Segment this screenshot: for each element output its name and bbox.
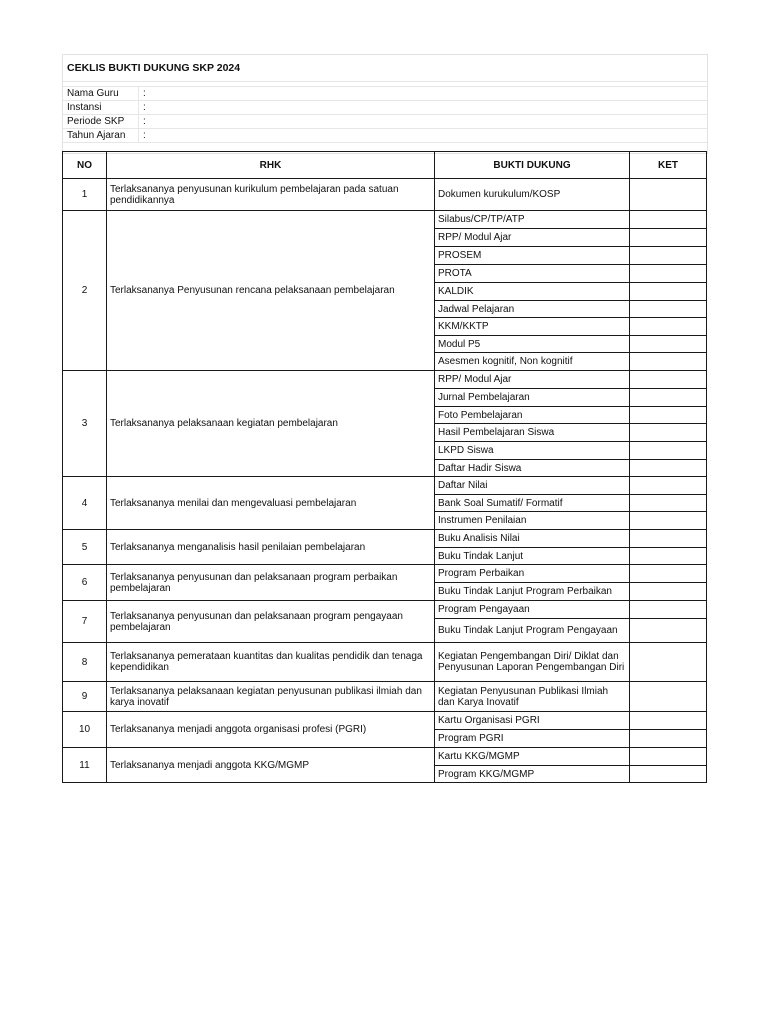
bukti-dukung-cell: Hasil Pembelajaran Siswa — [435, 424, 630, 442]
ket-cell[interactable] — [630, 265, 707, 283]
ket-cell[interactable] — [630, 229, 707, 247]
ket-cell[interactable] — [630, 643, 707, 682]
bukti-dukung-cell: KKM/KKTP — [435, 318, 630, 336]
rhk-cell: Terlaksananya menilai dan mengevaluasi pembelajaran — [107, 477, 435, 530]
ket-cell[interactable] — [630, 424, 707, 442]
rhk-cell: Terlaksananya menganalisis hasil penilaian pembelajaran — [107, 530, 435, 565]
bukti-dukung-cell: RPP/ Modul Ajar — [435, 371, 630, 389]
ket-cell[interactable] — [630, 247, 707, 265]
bukti-dukung-cell: Bank Soal Sumatif/ Formatif — [435, 495, 630, 512]
row-number: 1 — [63, 179, 107, 211]
ket-cell[interactable] — [630, 179, 707, 211]
table-row — [63, 565, 707, 583]
ket-cell[interactable] — [630, 477, 707, 495]
ket-cell[interactable] — [630, 512, 707, 530]
ket-cell[interactable] — [630, 407, 707, 424]
bukti-dukung-cell: Jurnal Pembelajaran — [435, 389, 630, 407]
ket-cell[interactable] — [630, 748, 707, 766]
rhk-cell: Terlaksananya penyusunan dan pelaksanaan program pengayaan pembelajaran — [107, 601, 435, 643]
ket-cell[interactable] — [630, 211, 707, 229]
row-number: 7 — [63, 601, 107, 643]
header-bukti-dukung: BUKTI DUKUNG — [435, 152, 630, 179]
table-row — [63, 748, 707, 766]
info-label: Nama Guru — [63, 87, 139, 100]
row-number: 9 — [63, 682, 107, 712]
ket-cell[interactable] — [630, 318, 707, 336]
bukti-dukung-cell: Jadwal Pelajaran — [435, 301, 630, 318]
bukti-dukung-cell: Kegiatan Penyusunan Publikasi Ilmiah dan Karya Inovatif — [435, 682, 630, 712]
rhk-cell: Terlaksananya Penyusunan rencana pelaksanaan pembelajaran — [107, 211, 435, 371]
bukti-dukung-cell: Buku Tindak Lanjut Program Pengayaan — [435, 619, 630, 643]
info-label: Periode SKP — [63, 115, 139, 128]
table-header-row — [63, 152, 707, 179]
bukti-dukung-cell: Asesmen kognitif, Non kognitif — [435, 353, 630, 371]
ket-cell[interactable] — [630, 565, 707, 583]
header-rhk: RHK — [107, 152, 435, 179]
bukti-dukung-cell: Buku Tindak Lanjut — [435, 548, 630, 565]
row-number: 4 — [63, 477, 107, 530]
form-header — [62, 54, 708, 154]
ket-cell[interactable] — [630, 460, 707, 477]
table-row — [63, 601, 707, 619]
ket-cell[interactable] — [630, 730, 707, 748]
info-label: Instansi — [63, 101, 139, 114]
table-row — [63, 682, 707, 712]
bukti-dukung-cell: Program PGRI — [435, 730, 630, 748]
ket-cell[interactable] — [630, 336, 707, 353]
info-value[interactable]: : — [143, 116, 146, 127]
ket-cell[interactable] — [630, 682, 707, 712]
bukti-dukung-cell: Buku Tindak Lanjut Program Perbaikan — [435, 583, 630, 601]
ket-cell[interactable] — [630, 353, 707, 371]
ket-cell[interactable] — [630, 530, 707, 548]
bukti-dukung-cell: Kartu KKG/MGMP — [435, 748, 630, 766]
rhk-cell: Terlaksananya pelaksanaan kegiatan penyusunan publikasi ilmiah dan karya inovatif — [107, 682, 435, 712]
ket-cell[interactable] — [630, 495, 707, 512]
bukti-dukung-cell: Program KKG/MGMP — [435, 766, 630, 783]
bukti-dukung-cell: Dokumen kurukulum/KOSP — [435, 179, 630, 211]
info-row — [63, 115, 707, 129]
ket-cell[interactable] — [630, 766, 707, 783]
rhk-cell: Terlaksananya pelaksanaan kegiatan pembelajaran — [107, 371, 435, 477]
table-row — [63, 477, 707, 495]
table-row — [63, 530, 707, 548]
table-row — [63, 371, 707, 389]
info-row — [63, 101, 707, 115]
info-value[interactable]: : — [143, 102, 146, 113]
row-number: 8 — [63, 643, 107, 682]
info-row — [63, 129, 707, 143]
bukti-dukung-cell: Instrumen Penilaian — [435, 512, 630, 530]
ket-cell[interactable] — [630, 712, 707, 730]
ket-cell[interactable] — [630, 601, 707, 619]
row-number: 3 — [63, 371, 107, 477]
bukti-dukung-cell: Modul P5 — [435, 336, 630, 353]
row-number: 2 — [63, 211, 107, 371]
info-label: Tahun Ajaran — [63, 129, 139, 142]
bukti-dukung-cell: PROTA — [435, 265, 630, 283]
bukti-dukung-cell: PROSEM — [435, 247, 630, 265]
ket-cell[interactable] — [630, 301, 707, 318]
bukti-dukung-cell: Kartu Organisasi PGRI — [435, 712, 630, 730]
ket-cell[interactable] — [630, 371, 707, 389]
rhk-cell: Terlaksananya pemerataan kuantitas dan kualitas pendidik dan tenaga kependidikan — [107, 643, 435, 682]
rhk-cell: Terlaksananya menjadi anggota KKG/MGMP — [107, 748, 435, 783]
header-no: NO — [63, 152, 107, 179]
table-row — [63, 179, 707, 211]
rhk-cell: Terlaksananya penyusunan kurikulum pembelajaran pada satuan pendidikannya — [107, 179, 435, 211]
ket-cell[interactable] — [630, 548, 707, 565]
checklist-table — [62, 151, 707, 783]
bukti-dukung-cell: Foto Pembelajaran — [435, 407, 630, 424]
info-value[interactable]: : — [143, 88, 146, 99]
ket-cell[interactable] — [630, 619, 707, 643]
row-number: 11 — [63, 748, 107, 783]
row-number: 10 — [63, 712, 107, 748]
bukti-dukung-cell: Daftar Nilai — [435, 477, 630, 495]
bukti-dukung-cell: Kegiatan Pengembangan Diri/ Diklat dan Penyusunan Laporan Pengembangan Diri — [435, 643, 630, 682]
page-title: CEKLIS BUKTI DUKUNG SKP 2024 — [63, 55, 707, 82]
bukti-dukung-cell: Daftar Hadir Siswa — [435, 460, 630, 477]
table-row — [63, 211, 707, 229]
bukti-dukung-cell: Silabus/CP/TP/ATP — [435, 211, 630, 229]
header-ket: KET — [630, 152, 707, 179]
bukti-dukung-cell: Program Perbaikan — [435, 565, 630, 583]
bukti-dukung-cell: Program Pengayaan — [435, 601, 630, 619]
bukti-dukung-cell: KALDIK — [435, 283, 630, 301]
ket-cell[interactable] — [630, 442, 707, 460]
rhk-cell: Terlaksananya menjadi anggota organisasi profesi (PGRI) — [107, 712, 435, 748]
ket-cell[interactable] — [630, 389, 707, 407]
ket-cell[interactable] — [630, 283, 707, 301]
info-value[interactable]: : — [143, 130, 146, 141]
row-number: 6 — [63, 565, 107, 601]
row-number: 5 — [63, 530, 107, 565]
info-row — [63, 87, 707, 101]
table-row — [63, 643, 707, 682]
rhk-cell: Terlaksananya penyusunan dan pelaksanaan program perbaikan pembelajaran — [107, 565, 435, 601]
table-row — [63, 712, 707, 730]
bukti-dukung-cell: Buku Analisis Nilai — [435, 530, 630, 548]
ket-cell[interactable] — [630, 583, 707, 601]
bukti-dukung-cell: RPP/ Modul Ajar — [435, 229, 630, 247]
bukti-dukung-cell: LKPD Siswa — [435, 442, 630, 460]
